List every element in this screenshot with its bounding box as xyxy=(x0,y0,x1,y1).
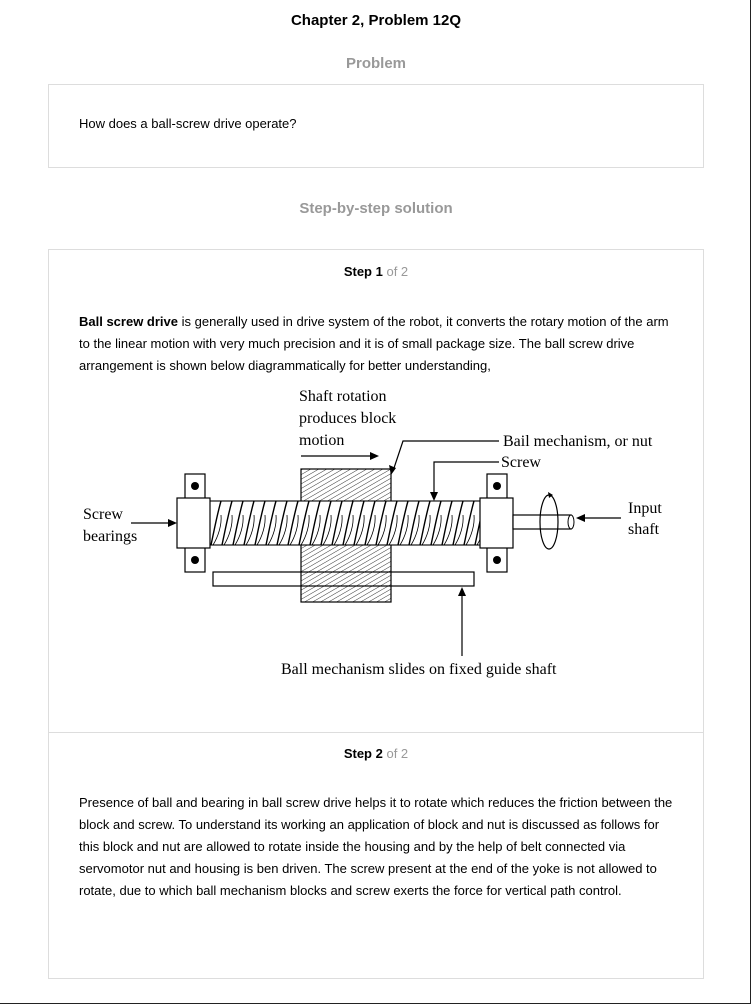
screw-helix xyxy=(209,501,485,545)
solution-heading: Step-by-step solution xyxy=(299,200,453,217)
right-bearing xyxy=(480,474,513,572)
page-title: Chapter 2, Problem 12Q xyxy=(290,12,462,29)
step-2-of: of 2 xyxy=(386,746,409,761)
left-bearing xyxy=(177,474,210,572)
label-screw: Screw xyxy=(501,454,541,471)
problem-box xyxy=(48,84,704,168)
step-2-label: Step 2 xyxy=(343,746,383,761)
label-shaft-rotation-1: Shaft rotation xyxy=(299,388,387,405)
problem-text: How does a ball-screw drive operate? xyxy=(79,116,297,131)
step-1-body: is generally used in drive system of the robot, it converts the rotary motion of the arm to the linear motion with very much precision and it is of small package size. The ball screw drive arrangement is shown below diagrammatically for better understanding, xyxy=(79,314,669,373)
ball-screw-diagram xyxy=(49,380,703,680)
label-shaft-rotation-2: produces block xyxy=(299,410,397,427)
step-divider xyxy=(49,732,703,733)
step-1-of: of 2 xyxy=(386,264,409,279)
step-1-header xyxy=(49,264,703,279)
step-1-label: Step 1 xyxy=(343,264,383,279)
step-2-text: Presence of ball and bearing in ball screw drive helps it to rotate which reduces the friction between the block and screw. To understand its working an application of block and nut is discussed as follows for this block and nut are allowed to rotate inside the housing and by the help of belt connected via servomotor nut and housing is ben driven. The screw present at the end of the yoke is not allowed to rotate, due to which ball mechanism blocks and screw exerts the force for vertical path control. xyxy=(79,795,673,898)
label-screw-bearings-2: bearings xyxy=(83,528,138,545)
label-input-shaft-2: shaft xyxy=(628,521,660,538)
step-1-text xyxy=(79,311,675,377)
solution-box xyxy=(48,249,704,979)
label-screw-bearings-1: Screw xyxy=(83,506,123,523)
input-shaft xyxy=(513,492,574,549)
problem-heading: Problem xyxy=(345,55,406,72)
label-guide-shaft: Ball mechanism slides on fixed guide shaft xyxy=(281,661,557,678)
step-1-bold-lead: Ball screw drive xyxy=(79,314,178,329)
label-ball-mechanism: Bail mechanism, or nut xyxy=(503,433,653,450)
label-input-shaft-1: Input xyxy=(628,500,662,517)
step-2-header xyxy=(49,746,703,761)
label-shaft-rotation-3: motion xyxy=(299,432,345,449)
